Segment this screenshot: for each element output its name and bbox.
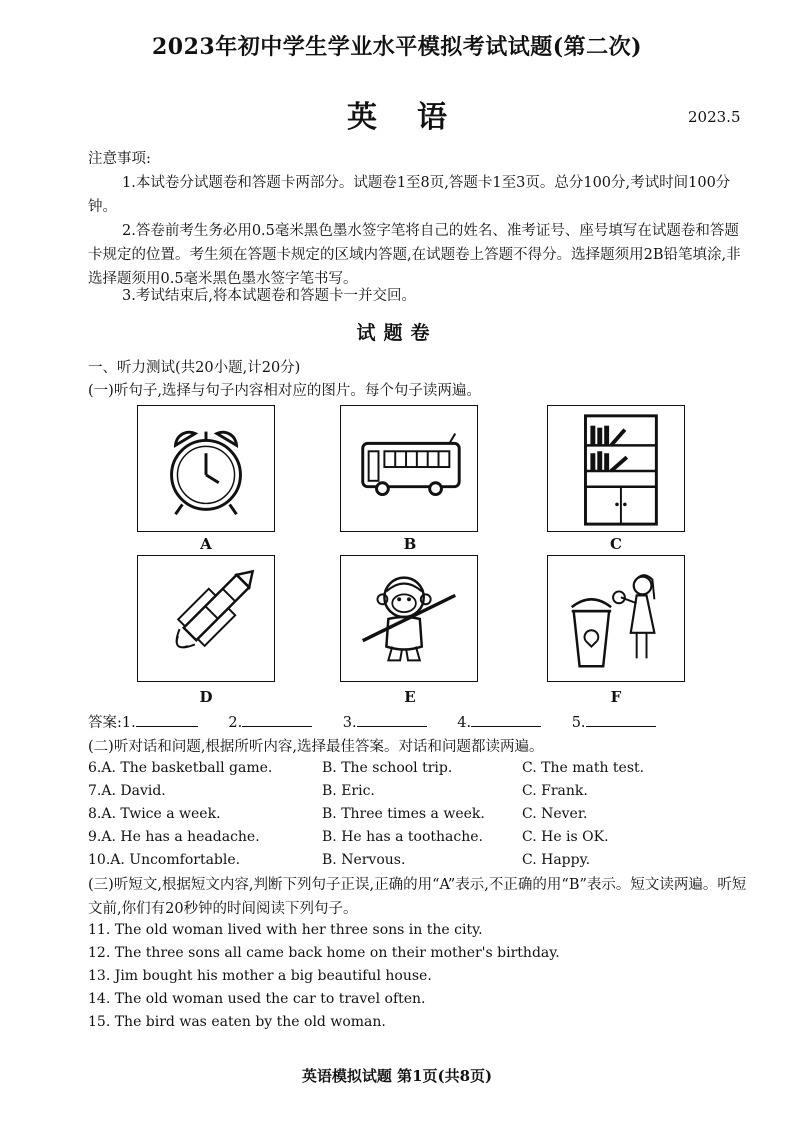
page-footer: 英语模拟试题 第1页(共8页)	[301, 1067, 493, 1085]
question-8	[88, 806, 221, 822]
question-9	[88, 829, 260, 845]
notice-heading: 注意事项:	[88, 151, 151, 167]
option-c[interactable]: C. He is OK.	[522, 829, 609, 845]
notice-item-3: 3.考试结束后,将本试题卷和答题卡一并交回。	[122, 288, 416, 304]
picture-d	[137, 555, 275, 682]
section-heading-listening: 一、听力测试(共20小题,计20分)	[88, 360, 301, 376]
question-10	[88, 852, 240, 868]
picture-label-b: B	[403, 535, 417, 553]
picture-c	[547, 405, 685, 532]
answer-number-4: 4.	[457, 715, 472, 731]
notice-item-1: 1.本试卷分试题卷和答题卡两部分。试题卷1至8页,答题卡1至3页。总分100分,考试时间100分钟。	[88, 175, 731, 215]
question-number: 6.	[88, 760, 102, 776]
statement-12: 12. The three sons all came back home on their mother's birthday.	[88, 945, 560, 961]
part3-instruction: (三)听短文,根据短文内容,判断下列句子正误,正确的用“A”表示,不正确的用“B”表示。短文读两遍。听短文前,你们有20秒钟的时间阅读下列句子。	[88, 877, 747, 917]
answer-number-5: 5.	[571, 715, 586, 731]
alarm-clock-icon	[138, 406, 274, 531]
answer-blank-1[interactable]	[136, 712, 198, 727]
statement-13: 13. Jim bought his mother a big beautiful house.	[88, 968, 432, 984]
part2-instruction: (二)听对话和问题,根据所听内容,选择最佳答案。对话和问题都读两遍。	[88, 739, 544, 755]
option-a[interactable]: A. Twice a week.	[101, 806, 221, 822]
question-7	[88, 783, 166, 799]
paper-title: 试题卷	[356, 322, 438, 344]
answer-number-3: 3.	[342, 715, 357, 731]
answer-line	[88, 711, 748, 735]
picture-label-c: C	[610, 535, 622, 553]
exam-title: 2023年初中学生学业水平模拟考试试题(第二次)	[151, 34, 643, 60]
statement-11: 11. The old woman lived with her three sons in the city.	[88, 922, 483, 938]
answer-blank-5[interactable]	[586, 712, 656, 727]
option-c[interactable]: C. The math test.	[522, 760, 645, 776]
picture-label-a: A	[200, 535, 212, 553]
option-b[interactable]: B. He has a toothache.	[322, 829, 483, 845]
statement-14: 14. The old woman used the car to travel often.	[88, 991, 426, 1007]
girl-recycling-icon	[548, 556, 684, 681]
question-number: 7.	[88, 783, 102, 799]
question-number: 9.	[88, 829, 102, 845]
answer-blank-4[interactable]	[471, 712, 541, 727]
bus-icon	[341, 406, 477, 531]
picture-f	[547, 555, 685, 682]
option-b[interactable]: B. Three times a week.	[322, 806, 485, 822]
picture-label-e: E	[404, 688, 416, 706]
question-6	[88, 760, 272, 776]
option-c[interactable]: C. Frank.	[522, 783, 588, 799]
monkey-king-icon	[341, 556, 477, 681]
notice-item-2: 2.答卷前考生务必用0.5毫米黑色墨水签字笔将自己的姓名、准考证号、座号填写在试题卷和答题卡规定的位置。考生须在答题卡规定的区域内答题,在试题卷上答题不得分。选择题须用2B铅笔填涂,非选择题须用0.5毫米黑色墨水签字笔书写。	[88, 223, 741, 287]
question-number: 10.	[88, 852, 111, 868]
answer-number-2: 2.	[228, 715, 243, 731]
answer-label: 答案:	[88, 715, 122, 731]
picture-a	[137, 405, 275, 532]
option-b[interactable]: B. Eric.	[322, 783, 375, 799]
picture-label-f: F	[610, 688, 622, 706]
answer-blank-3[interactable]	[357, 712, 427, 727]
option-a[interactable]: A. The basketball game.	[101, 760, 273, 776]
option-c[interactable]: C. Happy.	[522, 852, 591, 868]
statement-15: 15. The bird was eaten by the old woman.	[88, 1014, 386, 1030]
picture-label-d: D	[199, 688, 213, 706]
option-b[interactable]: B. Nervous.	[322, 852, 406, 868]
option-a[interactable]: A. David.	[101, 783, 166, 799]
answer-number-1: 1.	[121, 715, 136, 731]
option-a[interactable]: A. He has a headache.	[101, 829, 260, 845]
option-b[interactable]: B. The school trip.	[322, 760, 453, 776]
exam-date: 2023.5	[688, 108, 741, 126]
option-a[interactable]: A. Uncomfortable.	[110, 852, 241, 868]
picture-e	[340, 555, 478, 682]
part1-instruction: (一)听句子,选择与句子内容相对应的图片。每个句子读两遍。	[88, 383, 481, 399]
subject-title: 英语	[347, 100, 487, 135]
option-c[interactable]: C. Never.	[522, 806, 588, 822]
picture-b	[340, 405, 478, 532]
answer-blank-2[interactable]	[242, 712, 312, 727]
bookshelf-icon	[548, 406, 684, 531]
rocket-icon	[138, 556, 274, 681]
question-number: 8.	[88, 806, 102, 822]
